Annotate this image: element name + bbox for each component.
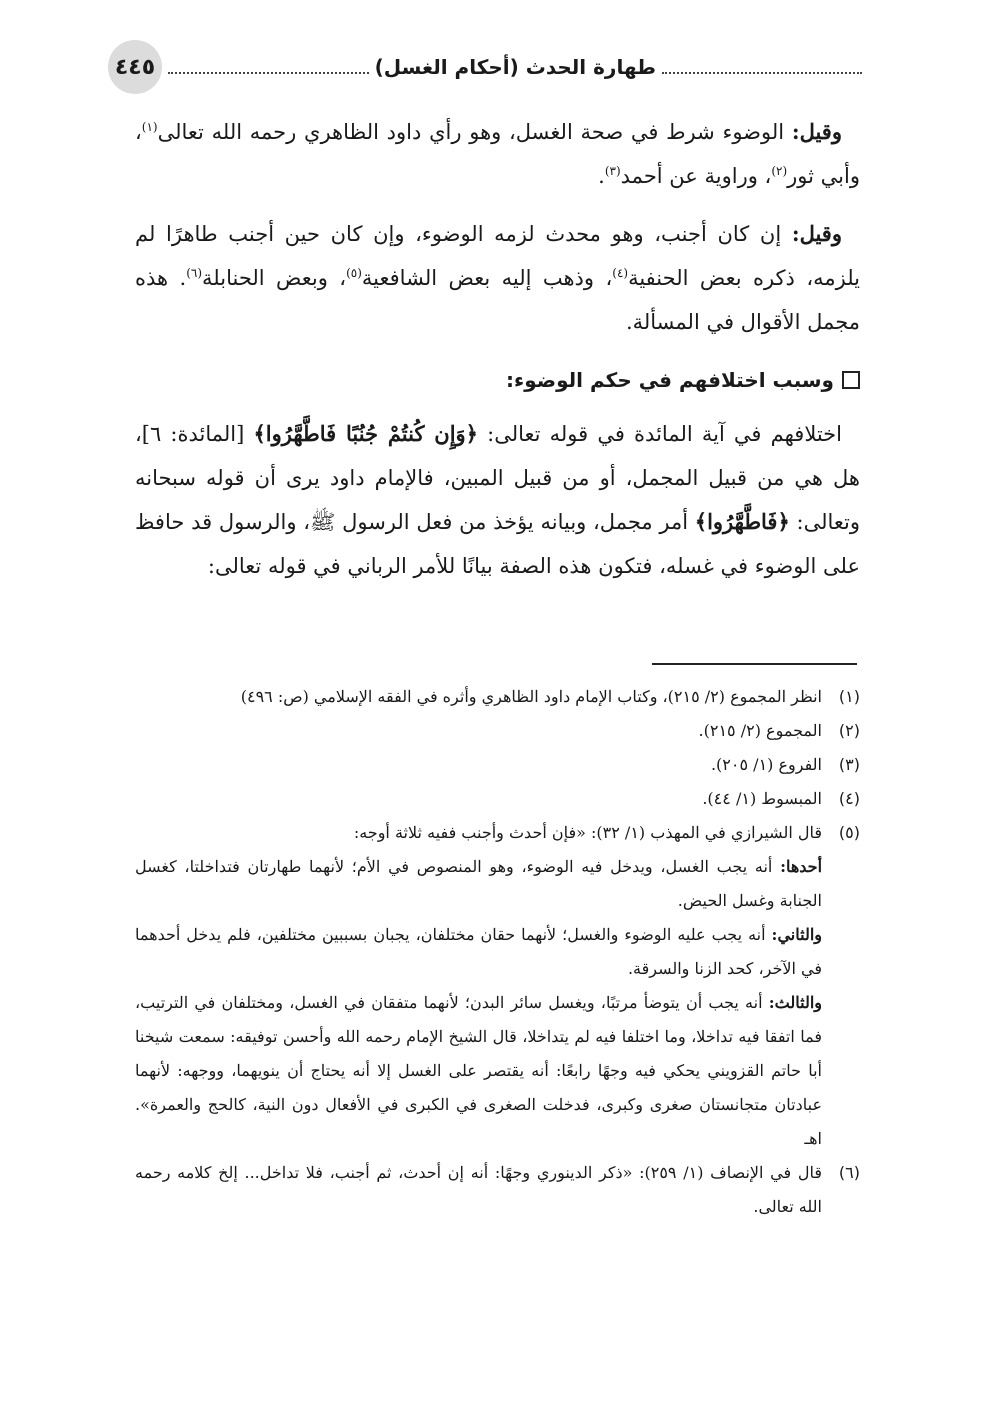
page-number: ٤٤٥ <box>108 40 162 94</box>
footnote-1 <box>135 680 860 714</box>
text-run: إن كان أجنب، وهو محدث لزمه الوضوء، وإن كان حين أجنب طاهرًا لم يلزمه، ذكره بعض الحنفية <box>135 222 861 290</box>
footnote-ref[interactable]: (٣) <box>604 164 621 178</box>
text-run: ، وأبي ثور <box>135 120 860 188</box>
header-leader-right <box>662 72 862 74</box>
text-run: أنه يجب الغسل، ويدخل فيه الوضوء، وهو المنصوص في الأم؛ لأنهما طهارتان فتداخلتا، كغسل الجنابة وغسل الحيض. <box>135 857 822 910</box>
footnote-4 <box>135 782 860 816</box>
footnote-ref[interactable]: (١) <box>141 120 158 134</box>
footnote-ref[interactable]: (٥) <box>346 266 362 280</box>
footnote-number: (٤) <box>838 789 860 808</box>
footnote-ref[interactable]: (٦) <box>186 266 203 280</box>
text-run: ، وذهب إليه بعض الشافعية <box>361 266 613 290</box>
footnote-5 <box>135 816 860 850</box>
footnote-number: (٢) <box>838 721 860 740</box>
text-run: الوضوء شرط في صحة الغسل، وهو رأي داود الظاهري رحمه الله تعالى <box>157 120 792 144</box>
text-run: ، وراوية عن أحمد <box>620 164 772 188</box>
footnote-text: الفروع (١/ ٢٠٥). <box>710 755 822 774</box>
page-header <box>108 42 868 92</box>
footnote-5-item-1 <box>135 850 860 918</box>
keyword: والثاني: <box>771 925 822 944</box>
keyword: وقيل: <box>791 119 842 144</box>
paragraph-1 <box>135 110 860 198</box>
footnote-text: المجموع (٢/ ٢١٥). <box>698 721 822 740</box>
footnote-5-item-3 <box>135 986 860 1156</box>
text-run: أمر مجمل، وبيانه يؤخذ من فعل الرسول ﷺ، والرسول قد حافظ على الوضوء في غسله، فتكون هذه الصفة بيانًا للأمر الرباني في قوله تعالى: <box>135 510 860 578</box>
footnote-text: قال الشيرازي في المهذب (١/ ٣٢): «فإن أحدث وأجنب ففيه ثلاثة أوجه: <box>353 823 822 842</box>
keyword: أحدها: <box>780 857 823 876</box>
section-heading-text: وسبب اختلافهم في حكم الوضوء: <box>506 368 834 392</box>
main-text <box>135 110 860 602</box>
paragraph-2 <box>135 212 860 344</box>
footnote-5-item-2 <box>135 918 860 986</box>
text-run: أنه يجب عليه الوضوء والغسل؛ لأنهما حقان مختلفان، يجبان بسببين مختلفين، فلم يدخل أحدهما في الآخر، كحد الزنا والسرقة. <box>135 925 822 978</box>
footnote-2 <box>135 714 860 748</box>
text-run: أنه يجب أن يتوضأ مرتبًا، ويغسل سائر البدن؛ لأنهما متفقان في الغسل، ومختلفان في الترتيب، فما اتفقا فيه تداخلا، وما اختلفا فيه لم يتداخلا، قال الشيخ الإمام رحمه الله وأحسن توفيقه: سمعت شيخنا أبا حاتم القزويني يحكي فيه وجهًا رابعًا: أنه يقتصر على الغسل إلا أنه يحتاج أن ينويهما، ووجهه: لأنهما عبادتان متجانستان صغرى وكبرى، فدخلت الصغرى في الكبرى في الأفعال دون النية، كالحج والعمرة». اهـ <box>135 993 822 1148</box>
footnotes <box>135 680 860 1224</box>
footnote-text: انظر المجموع (٢/ ٢١٥)، وكتاب الإمام داود الظاهري وأثره في الفقه الإسلامي (ص: ٤٩٦) <box>240 687 822 706</box>
footnote-text: قال في الإنصاف (١/ ٢٥٩): «ذكر الدينوري وجهًا: أنه إن أحدث، ثم أجنب، فلا تداخل... إلخ كلامه رحمه الله تعالى. <box>135 1163 822 1216</box>
footnote-separator <box>652 663 857 665</box>
keyword: والثالث: <box>768 993 822 1012</box>
text-run: ، هل هي من قبيل المجمل، أو من قبيل المبين، فالإمام داود يرى أن قوله سبحانه وتعالى: <box>135 422 860 534</box>
footnote-number: (٥) <box>838 823 860 842</box>
footnote-ref[interactable]: (٤) <box>612 266 629 280</box>
footnote-number: (١) <box>838 687 860 706</box>
quran-verse: ﴿فَاطَّهَّرُوا﴾ <box>694 509 790 534</box>
square-bullet-icon <box>842 371 860 389</box>
footnote-ref[interactable]: (٢) <box>771 164 788 178</box>
text-run: . هذه مجمل الأقوال في المسألة. <box>135 266 860 334</box>
paragraph-3 <box>135 412 860 588</box>
text-run: . <box>598 164 605 188</box>
header-title: طهارة الحدث (أحكام الغسل) <box>374 55 656 79</box>
keyword: وقيل: <box>791 221 842 246</box>
footnote-text: المبسوط (١/ ٤٤). <box>702 789 822 808</box>
header-leader-left <box>168 72 369 74</box>
footnote-6 <box>135 1156 860 1224</box>
quran-verse: ﴿وَإِن كُنتُمْ جُنُبًا فَاطَّهَّرُوا﴾ <box>253 421 478 446</box>
text-run: ، وبعض الحنابلة <box>202 266 347 290</box>
section-heading <box>135 358 860 402</box>
footnote-number: (٣) <box>838 755 860 774</box>
footnote-number: (٦) <box>838 1163 860 1182</box>
footnote-3 <box>135 748 860 782</box>
verse-reference: [المائدة: ٦] <box>141 422 254 446</box>
text-run: اختلافهم في آية المائدة في قوله تعالى: <box>477 422 843 446</box>
